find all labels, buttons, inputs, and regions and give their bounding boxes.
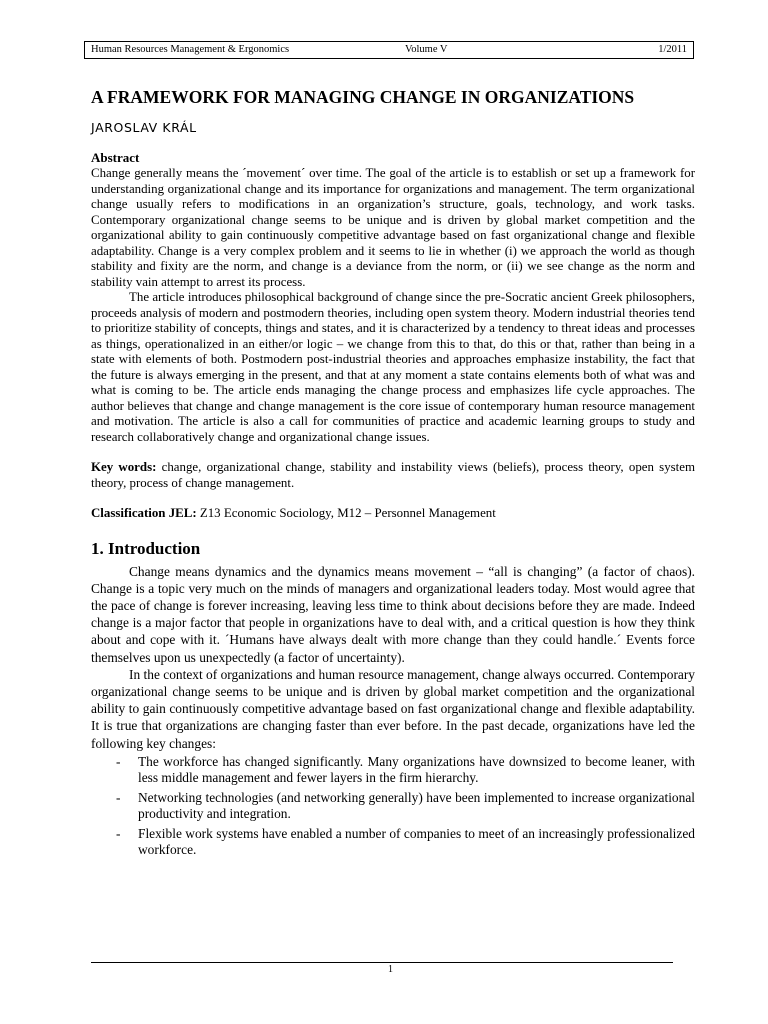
jel-label: Classification JEL:	[91, 506, 197, 520]
list-item: - Networking technologies (and networking generally) have been implemented to increase organizational productivity and integration.	[91, 790, 695, 823]
abstract-paragraph-2: The article introduces philosophical background of change since the pre-Socratic ancient Greek philosophers, proceeds analysis of modern and postmodern theories, including open system theory. Modern industrial theories tend to prioritize stability of concepts, things and states, and it is characterized by a tendency to threat ideas and processes as things, operationalized in an either/or logic – we change from this to that, do this or that, rather than being in a state with elements of both. Postmodern post-industrial theories and approaches emphasize instability, the fact that the future is always emerging in the present, and that at any moment a state contains elements both of what was and what is coming to be. The article ends managing the change process and emphasizes life cycle approaches. The author believes that change and change management is the core issue of contemporary human resource management and motivation. The article is also a call for communities of practice and academic learning groups to study and research collaboratively change and organizational change issues.	[91, 290, 695, 444]
jel-text: Z13 Economic Sociology, M12 – Personnel Management	[196, 506, 496, 520]
keywords-label: Key words:	[91, 460, 157, 474]
article-title: A FRAMEWORK FOR MANAGING CHANGE IN ORGANIZATIONS	[91, 87, 635, 107]
article-body	[91, 86, 695, 862]
author-name: JAROSLAV KRÁL	[91, 120, 197, 135]
key-changes-list	[91, 754, 695, 859]
running-header	[84, 41, 694, 59]
list-item: - Flexible work systems have enabled a number of companies to meet of an increasingly professionalized workforce.	[91, 826, 695, 859]
intro-paragraph-2: In the context of organizations and human resource management, change always occurred. Contemporary organizational change seems to be unique and is driven by global market competition and the organizational ability to gain continuously competitive advantage based on fast organizational change and flexible adaptability. It is true that organizations are changing faster than ever before. In the past decade, organizations have led the following key changes:	[91, 666, 695, 751]
keywords-text: change, organizational change, stability and instability views (beliefs), process theory, open system theory, process of change management.	[91, 460, 695, 490]
abstract-paragraph-1: Change generally means the ´movement´ over time. The goal of the article is to establish or set up a framework for understanding organizational change and its importance for organizations and management. The term organizational change usually refers to modifications in an organization’s structure, goals, technology, and work tasks. Contemporary organizational change seems to be unique and is driven by global market competition and the organizational ability to gain continuously competitive advantage based on fast organizational change and flexible adaptability. Change is a very complex problem and it seems to lie in whether (i) we approach the world as though stability and fixity are the norm, and change is a deviance from the norm, or (ii) we see change as the norm and stability vain attempt to arrest its process.	[91, 166, 695, 289]
list-item: - The workforce has changed significantly. Many organizations have downsized to become leaner, with less middle management and fewer layers in the firm hierarchy.	[91, 754, 695, 787]
issue-date: 1/2011	[658, 44, 687, 55]
section-heading-introduction: 1. Introduction	[91, 538, 201, 558]
jel-classification	[91, 506, 695, 522]
abstract-heading: Abstract	[91, 150, 140, 165]
footer-divider	[91, 962, 673, 963]
page-number: 1	[388, 964, 393, 975]
volume-label: Volume V	[405, 44, 448, 55]
intro-paragraph-1: Change means dynamics and the dynamics means movement – “all is changing” (a factor of chaos). Change is a topic very much on the minds of managers and organizational leaders today. Most would agree that the pace of change is forever increasing, leaving less time to think about decisions before they are made. Indeed change is a major factor that people in organizations have to deal with, and a critical question is how they think about and cope with it. ´Humans have always dealt with more change than they could handle.´ Events force themselves upon us unexpectedly (a factor of uncertainty).	[91, 563, 695, 665]
journal-name: Human Resources Management & Ergonomics	[91, 44, 290, 55]
keywords	[91, 460, 695, 491]
